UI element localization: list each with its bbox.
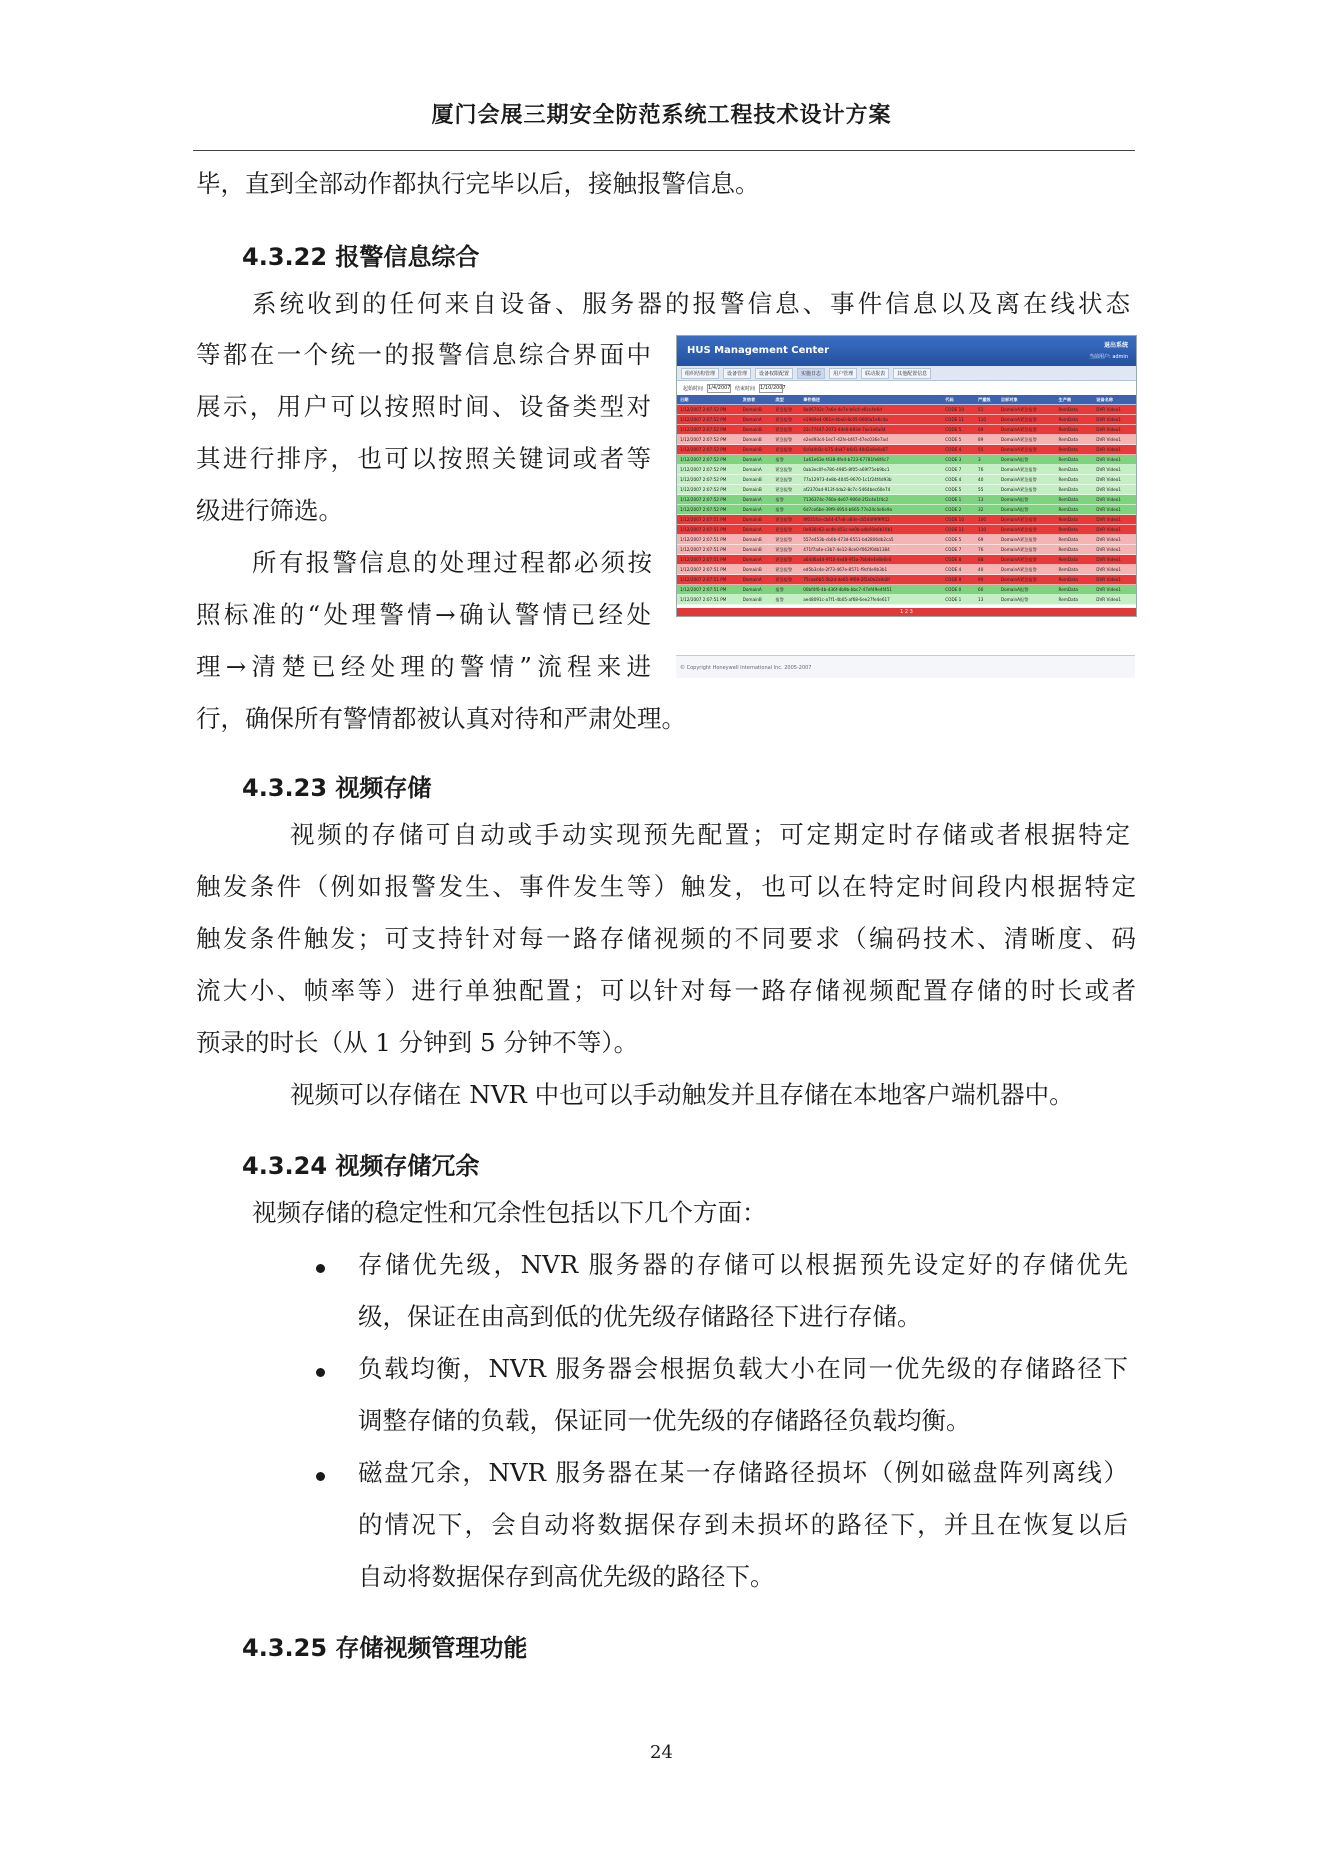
table-cell: DVR Video1 [1096,427,1121,432]
table-cell: DVR Video1 [1096,457,1121,462]
table-cell: DomainB [742,537,762,542]
column-header: 发信者 [742,396,756,402]
table-cell: DomainA [742,457,762,462]
table-cell: CODE 3 [945,457,962,462]
table-cell: DomainA紧急报警 [1000,556,1037,562]
table-cell: DomainB [742,597,762,602]
table-cell: DVR Video1 [1096,487,1121,492]
table-cell: CODE 7 [945,467,962,472]
table-cell: 88 [978,557,984,562]
table-cell: 110 [978,527,987,532]
bullet-line: 级，保证在由高到低的优先级存储路径下进行存储。 [358,1302,922,1331]
table-cell: DomainB [742,477,762,482]
table-row [677,535,1136,545]
table-cell: CODE 10 [945,407,964,412]
table-cell: 紧急报警 [775,536,793,542]
table-cell: 1/12/2007 2:07:52 PM [680,487,727,492]
column-header: 类型 [775,396,784,402]
table-cell: 100 [978,517,987,522]
table-cell: a64d6a4d-9f10-4e48-9f3a-7bb4e4e8e6e0 [803,557,892,562]
table-cell: DomainB [742,447,762,452]
table-cell: DomainA紧急报警 [1000,486,1037,492]
screenshot-nav [677,366,1136,381]
table-cell: CODE 5 [945,437,962,442]
table-cell: 6c0a4d3c-b75-4a47-b6d1-40d2e8e6a07 [803,447,888,452]
table-cell: 1/12/2007 2:07:51 PM [680,597,727,602]
table-cell: CODE 4 [945,477,962,482]
table-cell: 1/12/2007 2:07:52 PM [680,457,727,462]
section-heading-4-3-23: 4.3.23 视频存储 [242,774,432,802]
table-cell: DomainA [742,507,762,512]
table-cell: 报警 [775,596,784,602]
table-cell: DVR Video1 [1096,507,1121,512]
table-cell: RemData [1058,457,1078,462]
bullet-line: 调整存储的负载，保证同一优先级的存储路径负载均衡。 [358,1406,971,1435]
table-cell: RemData [1058,427,1078,432]
column-header: 设备名称 [1096,396,1114,402]
table-cell: 77a12973-4e8b-4045-9670-1c1f24f4d93b [803,477,892,482]
table-cell: DVR Video1 [1096,437,1121,442]
logout-button: 退出系统 [1103,342,1128,349]
bullet-line: 存储优先级，NVR 服务器的存储可以根据预先设定好的存储优先 [358,1250,1128,1279]
table-cell: 1/12/2007 2:07:52 PM [680,427,727,432]
table-cell: 69 [978,427,984,432]
table-cell: 紧急报警 [775,576,793,582]
table-cell: RemData [1058,437,1078,442]
table-cell: 紧急报警 [775,426,793,432]
table-cell: 报警 [775,496,784,502]
table-cell: CODE 1 [945,497,962,502]
alarm-center-screenshot [676,335,1137,617]
table-cell: DomainB [742,517,762,522]
table-cell: RemData [1058,407,1078,412]
table-cell: DomainA紧急报警 [1000,566,1037,572]
table-cell: 1/12/2007 2:07:52 PM [680,477,727,482]
table-cell: DomainA紧急报警 [1000,446,1037,452]
paragraph-line: 其进行排序，也可以按照关键词或者等 [196,444,651,473]
table-cell: DomainA报警 [1000,456,1029,462]
table-cell: 1/12/2007 2:07:51 PM [680,547,727,552]
copyright-text: © Copyright Honeywell International Inc. 2005-2007 [680,665,812,671]
table-row [677,425,1136,435]
table-cell: 557e453b-cb0b-473d-8551-bd2806db2ca5 [803,537,894,542]
table-cell: DomainB [742,427,762,432]
table-cell: RemData [1058,467,1078,472]
bullet-dot [316,1368,325,1377]
table-cell: 9f031fce-cb44-47e8-a84e-c6544f9f9f952 [803,517,890,522]
table-row [677,525,1136,535]
table-cell: RemData [1058,497,1078,502]
table-cell: 1/12/2007 2:07:52 PM [680,407,727,412]
table-cell: 报警 [775,456,784,462]
table-cell: 报警 [775,506,784,512]
table-cell: 紧急报警 [775,416,793,422]
table-cell: CODE 0 [945,587,962,592]
table-cell: CODE 8 [945,557,962,562]
table-cell: 1/12/2007 2:07:51 PM [680,527,727,532]
column-header: 生产商 [1058,396,1072,402]
table-cell: 紧急报警 [775,466,793,472]
table-cell: DVR Video1 [1096,557,1121,562]
screenshot-titlebar [677,336,1136,366]
table-cell: 1/12/2007 2:07:52 PM [680,467,727,472]
table-cell: 1/12/2007 2:07:52 PM [680,497,727,502]
column-header: 日期 [680,396,689,402]
table-cell: 6d7ce6be-39f9-4954-b665-77e24c4e6e9a [803,507,893,512]
table-row [677,445,1136,455]
table-cell: DVR Video1 [1096,447,1121,452]
table-row [677,465,1136,475]
paragraph-continuation: 毕，直到全部动作都执行完毕以后，接触报警信息。 [196,169,760,198]
table-cell: 1/12/2007 2:07:51 PM [680,587,727,592]
table-cell: DomainB [742,547,762,552]
section-heading-4-3-25: 4.3.25 存储视频管理功能 [242,1634,528,1662]
table-cell: DomainA紧急报警 [1000,576,1037,582]
paragraph-line: 级进行筛选。 [196,496,343,525]
table-row [677,545,1136,555]
filter-end-box: 1/10/2007 [760,384,786,391]
table-cell: DomainA紧急报警 [1000,516,1037,522]
table-cell: 0ab3ec0f-e786-4985-8f05-a69f75eb9bc1 [803,467,890,472]
table-cell: DomainA紧急报警 [1000,476,1037,482]
filter-start-label: 起始时间 [683,385,704,392]
table-cell: CODE 4 [945,567,962,572]
bullet-dot [316,1472,325,1481]
table-row [677,405,1136,415]
table-cell: e2ed93c4-1ec7-42fe-bf47-47ec036e7ad [803,437,888,442]
alarm-table [677,395,1136,605]
table-cell: CODE 2 [945,507,962,512]
table-cell: 00bf4f0-4b-436f-4b9b-bbc7-47ef49e4f451 [803,587,892,592]
table-cell: 7136374c-760a-4e07-906d-2f2c4e1f4c2 [803,497,889,502]
paragraph-line: 流大小、帧率等）进行单独配置；可以针对每一路存储视频配置存储的时长或者 [196,976,1136,1005]
table-cell: CODE 1 [945,597,962,602]
table-cell: 紧急报警 [775,546,793,552]
table-cell: af2370ad-913f-4da2-8c7c-5464bec60e74 [803,487,891,492]
table-cell: DVR Video1 [1096,527,1121,532]
table-cell: DVR Video1 [1096,587,1121,592]
table-cell: CODE 5 [945,427,962,432]
current-user: 当前用户: admin [1089,354,1128,360]
table-row [677,505,1136,515]
paragraph-line: 视频存储的稳定性和冗余性包括以下几个方面： [252,1198,767,1227]
screenshot-nav-tab: 其他配置信息 [893,368,931,379]
screenshot-nav-tab: 组织结构管理 [681,368,719,379]
table-cell: 1/12/2007 2:07:51 PM [680,557,727,562]
table-cell: 1/12/2007 2:07:52 PM [680,447,727,452]
table-cell: DomainA紧急报警 [1000,536,1037,542]
table-cell: DVR Video1 [1096,467,1121,472]
table-cell: 22c77447-2073-4de6-b93d-7ae1e6a04 [803,427,886,432]
table-cell: CODE 11 [945,527,964,532]
table-cell: 55 [978,447,984,452]
table-cell: RemData [1058,417,1078,422]
page-number: 24 [650,1742,673,1763]
table-cell: DVR Video1 [1096,547,1121,552]
table-cell: 3 [978,457,981,462]
column-header: 严重级 [978,396,991,402]
table-header [677,395,1136,405]
table-cell: 紧急报警 [775,476,793,482]
table-cell: 471f7a4e-c3b7-4e12-8ce0-f062f0db1384 [803,547,890,552]
table-cell: RemData [1058,537,1078,542]
table-cell: 8a06702c-7a6e-4e7e-b6c4-e6cc4e6d [803,407,882,412]
table-cell: RemData [1058,487,1078,492]
table-cell: 75cae6b5-5b2d-4e65-9f69-2f2a0e2a9a0f [803,577,890,582]
bullet-line: 的情况下，会自动将数据保存到未损坏的路径下，并且在恢复以后 [358,1510,1128,1539]
screenshot-nav-tab: 设备权限配置 [755,368,793,379]
table-cell: 51 [978,407,984,412]
table-cell: 69 [978,537,984,542]
bullet-line: 磁盘冗余，NVR 服务器在某一存储路径损坏（例如磁盘阵列离线） [358,1458,1128,1487]
table-row [677,555,1136,565]
table-cell: 76 [978,467,984,472]
screenshot-nav-tab: 联动报表 [861,368,889,379]
table-cell: DomainA紧急报警 [1000,426,1037,432]
paragraph-line: 预录的时长（从 1 分钟到 5 分钟不等）。 [196,1028,639,1057]
table-cell: 76 [978,547,984,552]
table-cell: RemData [1058,587,1078,592]
table-cell: DomainB [742,407,762,412]
table-cell: DomainA紧急报警 [1000,416,1037,422]
table-cell: DomainA [742,557,762,562]
table-cell: DomainA [742,467,762,472]
table-cell: DVR Video1 [1096,567,1121,572]
table-cell: 55 [978,487,984,492]
table-cell: 紧急报警 [775,446,793,452]
table-cell: CODE 11 [945,417,964,422]
paragraph-line: 触发条件（例如报警发生、事件发生等）触发，也可以在特定时间段内根据特定 [196,872,1136,901]
table-cell: 89 [978,437,984,442]
table-cell: 紧急报警 [775,556,793,562]
table-row [677,515,1136,525]
table-row [677,475,1136,485]
table-cell: 报警 [775,586,784,592]
table-cell: 60 [978,587,984,592]
table-cell: DomainA报警 [1000,586,1029,592]
table-cell: DomainB [742,567,762,572]
table-cell: DomainA [742,417,762,422]
paragraph-line: 视频可以存储在 NVR 中也可以手动触发并且存储在本地客户端机器中。 [290,1080,1074,1109]
screenshot-filter [677,381,1136,395]
table-row [677,455,1136,465]
table-cell: 1/12/2007 2:07:52 PM [680,417,727,422]
table-cell: CODE 10 [945,517,964,522]
table-cell: 1/12/2007 2:07:51 PM [680,567,727,572]
table-cell: DVR Video1 [1096,597,1121,602]
table-cell: 紧急报警 [775,436,793,442]
table-cell: 紧急报警 [775,526,793,532]
table-cell: 40 [978,477,984,482]
table-cell: ed5b3c4e-2f73-467e-8571-f9cf4e9b3b1 [803,567,888,572]
table-cell: DVR Video1 [1096,417,1121,422]
table-cell: ae48091c-a7f1-4b05-af68-6ee27fe4e617 [803,597,890,602]
filter-end-label: 结束时间 [735,385,756,392]
table-cell: DomainA [742,527,762,532]
table-cell: DomainA [742,587,762,592]
table-cell: 1/12/2007 2:07:51 PM [680,577,727,582]
table-cell: RemData [1058,577,1078,582]
table-cell: 紧急报警 [775,566,793,572]
table-cell: DomainA紧急报警 [1000,406,1037,412]
header-divider [193,150,1135,151]
table-row [677,485,1136,495]
table-cell: DomainA紧急报警 [1000,546,1037,552]
table-cell: RemData [1058,567,1078,572]
paragraph-line: 系统收到的任何来自设备、服务器的报警信息、事件信息以及离在线状态 [252,289,1130,318]
paragraph-line: 展示，用户可以按照时间、设备类型对 [196,392,651,421]
table-row [677,575,1136,585]
paragraph-line: 视频的存储可自动或手动实现预先配置；可定期定时存储或者根据特定 [290,820,1130,849]
table-cell: DomainA [742,577,762,582]
paragraph-line: 照标准的“处理警情→确认警情已经处 [196,600,651,629]
table-cell: 13 [978,497,984,502]
table-cell: DVR Video1 [1096,517,1121,522]
table-cell: 紧急报警 [775,486,793,492]
paragraph-line: 行，确保所有警情都被认真对待和严肃处理。 [196,704,686,733]
filter-start-box: 1/4/2007 [708,384,731,391]
table-cell: e1980e4-061e-4ba0-8c05-0600a1e6c4a [803,417,888,422]
table-cell: DomainA报警 [1000,496,1029,502]
table-cell: RemData [1058,547,1078,552]
column-header: 目标对象 [1000,396,1018,402]
bullet-line: 自动将数据保存到高优先级的路径下。 [358,1562,775,1591]
table-cell: DomainA紧急报警 [1000,466,1037,472]
table-cell: 紧急报警 [775,406,793,412]
table-cell: RemData [1058,597,1078,602]
table-cell: DomainA报警 [1000,506,1029,512]
table-row [677,435,1136,445]
table-cell: CODE 5 [945,537,962,542]
screenshot-title: HUS Management Center [687,345,829,356]
table-row [677,565,1136,575]
paragraph-line: 理→清楚已经处理的警情”流程来进 [196,652,651,681]
table-cell: DomainB [742,487,762,492]
table-cell: DomainA [742,497,762,502]
screenshot-nav-tab: 用户管理 [829,368,857,379]
table-cell: CODE 5 [945,487,962,492]
table-cell: 13 [978,597,984,602]
column-header: 代码 [945,396,954,402]
section-heading-4-3-22: 4.3.22 报警信息综合 [242,243,480,271]
table-cell: DomainA报警 [1000,596,1029,602]
table-cell: RemData [1058,477,1078,482]
screenshot-footer [676,655,1135,678]
table-cell: 1a61e63e-f438-4fe4-b723-67781fe8f4c7 [803,457,889,462]
table-cell: 1/12/2007 2:07:51 PM [680,517,727,522]
bullet-line: 负载均衡，NVR 服务器会根据负载大小在同一优先级的存储路径下 [358,1354,1128,1383]
table-cell: RemData [1058,507,1078,512]
table-cell: 紧急报警 [775,516,793,522]
table-row [677,595,1136,605]
table-cell: RemData [1058,557,1078,562]
page-header: 厦门会展三期安全防范系统工程技术设计方案 [431,103,892,128]
table-cell: DomainA紧急报警 [1000,436,1037,442]
table-cell: CODE 4 [945,447,962,452]
screenshot-nav-tab: 实施日志 [797,368,825,379]
table-cell: DVR Video1 [1096,407,1121,412]
table-row [677,585,1136,595]
table-cell: 1/12/2007 2:07:51 PM [680,537,727,542]
table-cell: 40 [978,567,984,572]
table-cell: RemData [1058,517,1078,522]
paragraph-line: 触发条件触发；可支持针对每一路存储视频的不同要求（编码技术、清晰度、码 [196,924,1136,953]
table-cell: RemData [1058,527,1078,532]
bullet-dot [316,1264,325,1273]
screenshot-nav-tab: 设备管理 [723,368,751,379]
table-cell: DVR Video1 [1096,537,1121,542]
table-cell: 1/12/2007 2:07:52 PM [680,507,727,512]
section-heading-4-3-24: 4.3.24 视频存储冗余 [242,1152,480,1180]
table-cell: 90 [978,577,984,582]
table-cell: 32 [978,507,984,512]
paragraph-line: 所有报警信息的处理过程都必须按 [252,548,652,577]
table-cell: DVR Video1 [1096,577,1121,582]
table-row [677,415,1136,425]
table-cell: RemData [1058,447,1078,452]
table-cell: DomainA紧急报警 [1000,526,1037,532]
table-cell: 1/12/2007 2:07:52 PM [680,437,727,442]
paragraph-line: 等都在一个统一的报警信息综合界面中 [196,340,651,369]
table-row [677,495,1136,505]
column-header: 事件描述 [803,396,820,402]
table-cell: CODE 9 [945,577,962,582]
table-cell: 110 [978,417,987,422]
table-cell: DVR Video1 [1096,497,1121,502]
table-cell: DomainB [742,437,762,442]
table-cell: CODE 7 [945,547,962,552]
table-cell: DVR Video1 [1096,477,1121,482]
table-pager: 1 2 3 [677,608,1136,616]
table-cell: 0e930c62-acdb-451c-ae0b-a4b91b6b10b1 [803,527,893,532]
